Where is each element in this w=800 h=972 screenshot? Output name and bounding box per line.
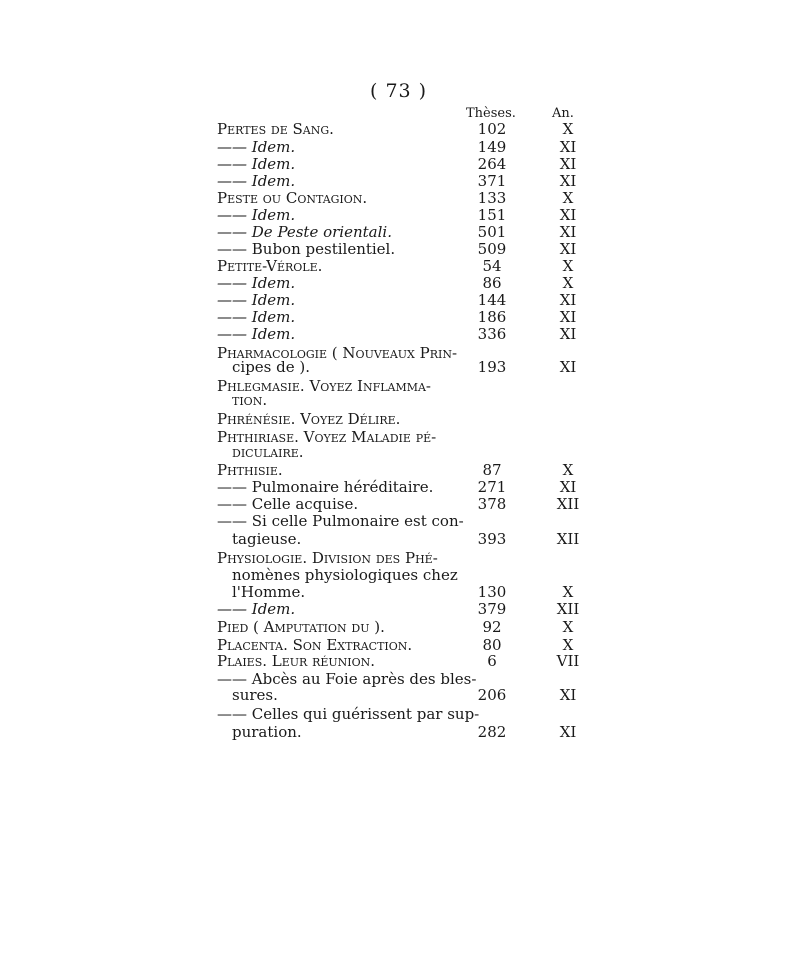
index-entry [0, 410, 800, 428]
entry-thesis-number: 6 [487, 652, 497, 670]
entry-thesis-number: 87 [482, 461, 502, 479]
entry-year: XI [559, 358, 577, 376]
entry-thesis-number: 133 [477, 189, 507, 207]
entry-thesis-number: 186 [477, 308, 507, 326]
index-entry [0, 138, 800, 156]
entry-thesis-number: 80 [482, 636, 502, 654]
entry-thesis-number: 271 [477, 478, 507, 496]
entry-text: Phrénésie. Voyez Délire. [217, 410, 401, 428]
entry-text: puration. [232, 723, 302, 741]
entry-year: XII [556, 600, 580, 618]
entry-year: XI [559, 723, 577, 741]
index-entry [0, 391, 800, 409]
entry-text: diculaire. [232, 443, 304, 461]
index-entry [0, 618, 800, 636]
index-entry [0, 583, 800, 601]
entry-text: cipes de ). [232, 358, 311, 376]
entry-thesis-number: 151 [477, 206, 507, 224]
index-entry [0, 705, 800, 723]
entry-text: —— Idem. [217, 274, 296, 292]
entry-text: —— Celle acquise. [217, 495, 359, 513]
entry-thesis-number: 130 [477, 583, 507, 601]
entry-year: XI [559, 155, 577, 173]
entry-year: XII [556, 495, 580, 513]
entry-text: —— Si celle Pulmonaire est con- [217, 512, 464, 530]
entry-year: XI [559, 291, 577, 309]
index-entry [0, 652, 800, 670]
entry-text: Pied ( Amputation du ). [217, 618, 385, 636]
index-entry [0, 172, 800, 190]
entry-year: XI [559, 172, 577, 190]
index-entry [0, 461, 800, 479]
entry-thesis-number: 379 [477, 600, 507, 618]
index-entry [0, 495, 800, 513]
index-entry [0, 291, 800, 309]
index-entry [0, 120, 800, 138]
index-entry [0, 308, 800, 326]
entry-thesis-number: 282 [477, 723, 507, 741]
entry-text: —— Idem. [217, 308, 296, 326]
index-entry [0, 358, 800, 376]
entry-thesis-number: 264 [477, 155, 507, 173]
entry-year: X [562, 618, 574, 636]
index-entry [0, 240, 800, 258]
entry-text: sures. [232, 686, 278, 704]
entry-year: XI [559, 478, 577, 496]
entry-thesis-number: 206 [477, 686, 507, 704]
index-entry [0, 600, 800, 618]
entry-text: —— Idem. [217, 172, 296, 190]
entry-text: —— De Peste orientali. [217, 223, 392, 241]
entry-text: Peste ou Contagion. [217, 189, 368, 207]
entry-thesis-number: 102 [477, 120, 507, 138]
column-header-theses: Thèses. [466, 106, 516, 121]
entry-thesis-number: 509 [477, 240, 507, 258]
entry-year: XII [556, 530, 580, 548]
entry-year: VII [556, 652, 580, 670]
index-entry [0, 566, 800, 584]
entry-text: —— Idem. [217, 291, 296, 309]
entry-year: X [562, 120, 574, 138]
entry-text: —— Idem. [217, 325, 296, 343]
index-entry [0, 512, 800, 530]
entry-text: —— Idem. [217, 155, 296, 173]
entry-text: Phlegmasie. Voyez Inflamma- [217, 377, 431, 395]
index-entry [0, 549, 800, 567]
entry-text: —— Idem. [217, 600, 296, 618]
index-entry [0, 478, 800, 496]
page-number: ( 73 ) [370, 80, 428, 102]
entry-thesis-number: 378 [477, 495, 507, 513]
entry-text: Plaies. Leur réunion. [217, 652, 376, 670]
entry-thesis-number: 144 [477, 291, 507, 309]
entry-year: XI [559, 686, 577, 704]
entry-text: l'Homme. [232, 583, 306, 601]
entry-thesis-number: 92 [482, 618, 502, 636]
entry-text: nomènes physiologiques chez [232, 566, 458, 584]
entry-text: Phthiriase. Voyez Maladie pé- [217, 428, 437, 446]
entry-text: tagieuse. [232, 530, 302, 548]
entry-text: —— Celles qui guérissent par sup- [217, 705, 480, 723]
entry-year: XI [559, 138, 577, 156]
entry-thesis-number: 54 [482, 257, 502, 275]
entry-year: XI [559, 206, 577, 224]
entry-text: tion. [232, 391, 268, 409]
entry-text: —— Bubon pestilentiel. [217, 240, 396, 258]
entry-text: Phthisie. [217, 461, 283, 479]
entry-text: Pertes de Sang. [217, 120, 334, 138]
entry-thesis-number: 149 [477, 138, 507, 156]
index-entry [0, 325, 800, 343]
index-entry [0, 206, 800, 224]
entry-text: —— Abcès au Foie après des bles- [217, 670, 477, 688]
entry-year: X [562, 189, 574, 207]
entry-year: XI [559, 223, 577, 241]
index-entry [0, 530, 800, 548]
entry-year: X [562, 461, 574, 479]
entry-thesis-number: 393 [477, 530, 507, 548]
index-entry [0, 257, 800, 275]
entry-year: XI [559, 308, 577, 326]
index-entry [0, 274, 800, 292]
entry-text: Petite-Vérole. [217, 257, 323, 275]
entry-text: Pharmacologie ( Nouveaux Prin- [217, 344, 458, 362]
entry-text: Placenta. Son Extraction. [217, 636, 413, 654]
index-entry [0, 686, 800, 704]
entry-thesis-number: 336 [477, 325, 507, 343]
entry-text: —— Pulmonaire héréditaire. [217, 478, 434, 496]
entry-year: XI [559, 240, 577, 258]
entry-text: Physiologie. Division des Phé- [217, 549, 438, 567]
entry-year: X [562, 636, 574, 654]
entry-text: —— Idem. [217, 206, 296, 224]
index-entry [0, 155, 800, 173]
entry-thesis-number: 371 [477, 172, 507, 190]
index-entry [0, 223, 800, 241]
entry-year: XI [559, 325, 577, 343]
entry-thesis-number: 501 [477, 223, 507, 241]
entry-thesis-number: 86 [482, 274, 502, 292]
index-entry [0, 723, 800, 741]
entry-year: X [562, 257, 574, 275]
entry-year: X [562, 274, 574, 292]
index-entry [0, 443, 800, 461]
entry-text: —— Idem. [217, 138, 296, 156]
column-header-an: An. [552, 106, 574, 121]
entry-thesis-number: 193 [477, 358, 507, 376]
index-entry [0, 189, 800, 207]
entry-year: X [562, 583, 574, 601]
